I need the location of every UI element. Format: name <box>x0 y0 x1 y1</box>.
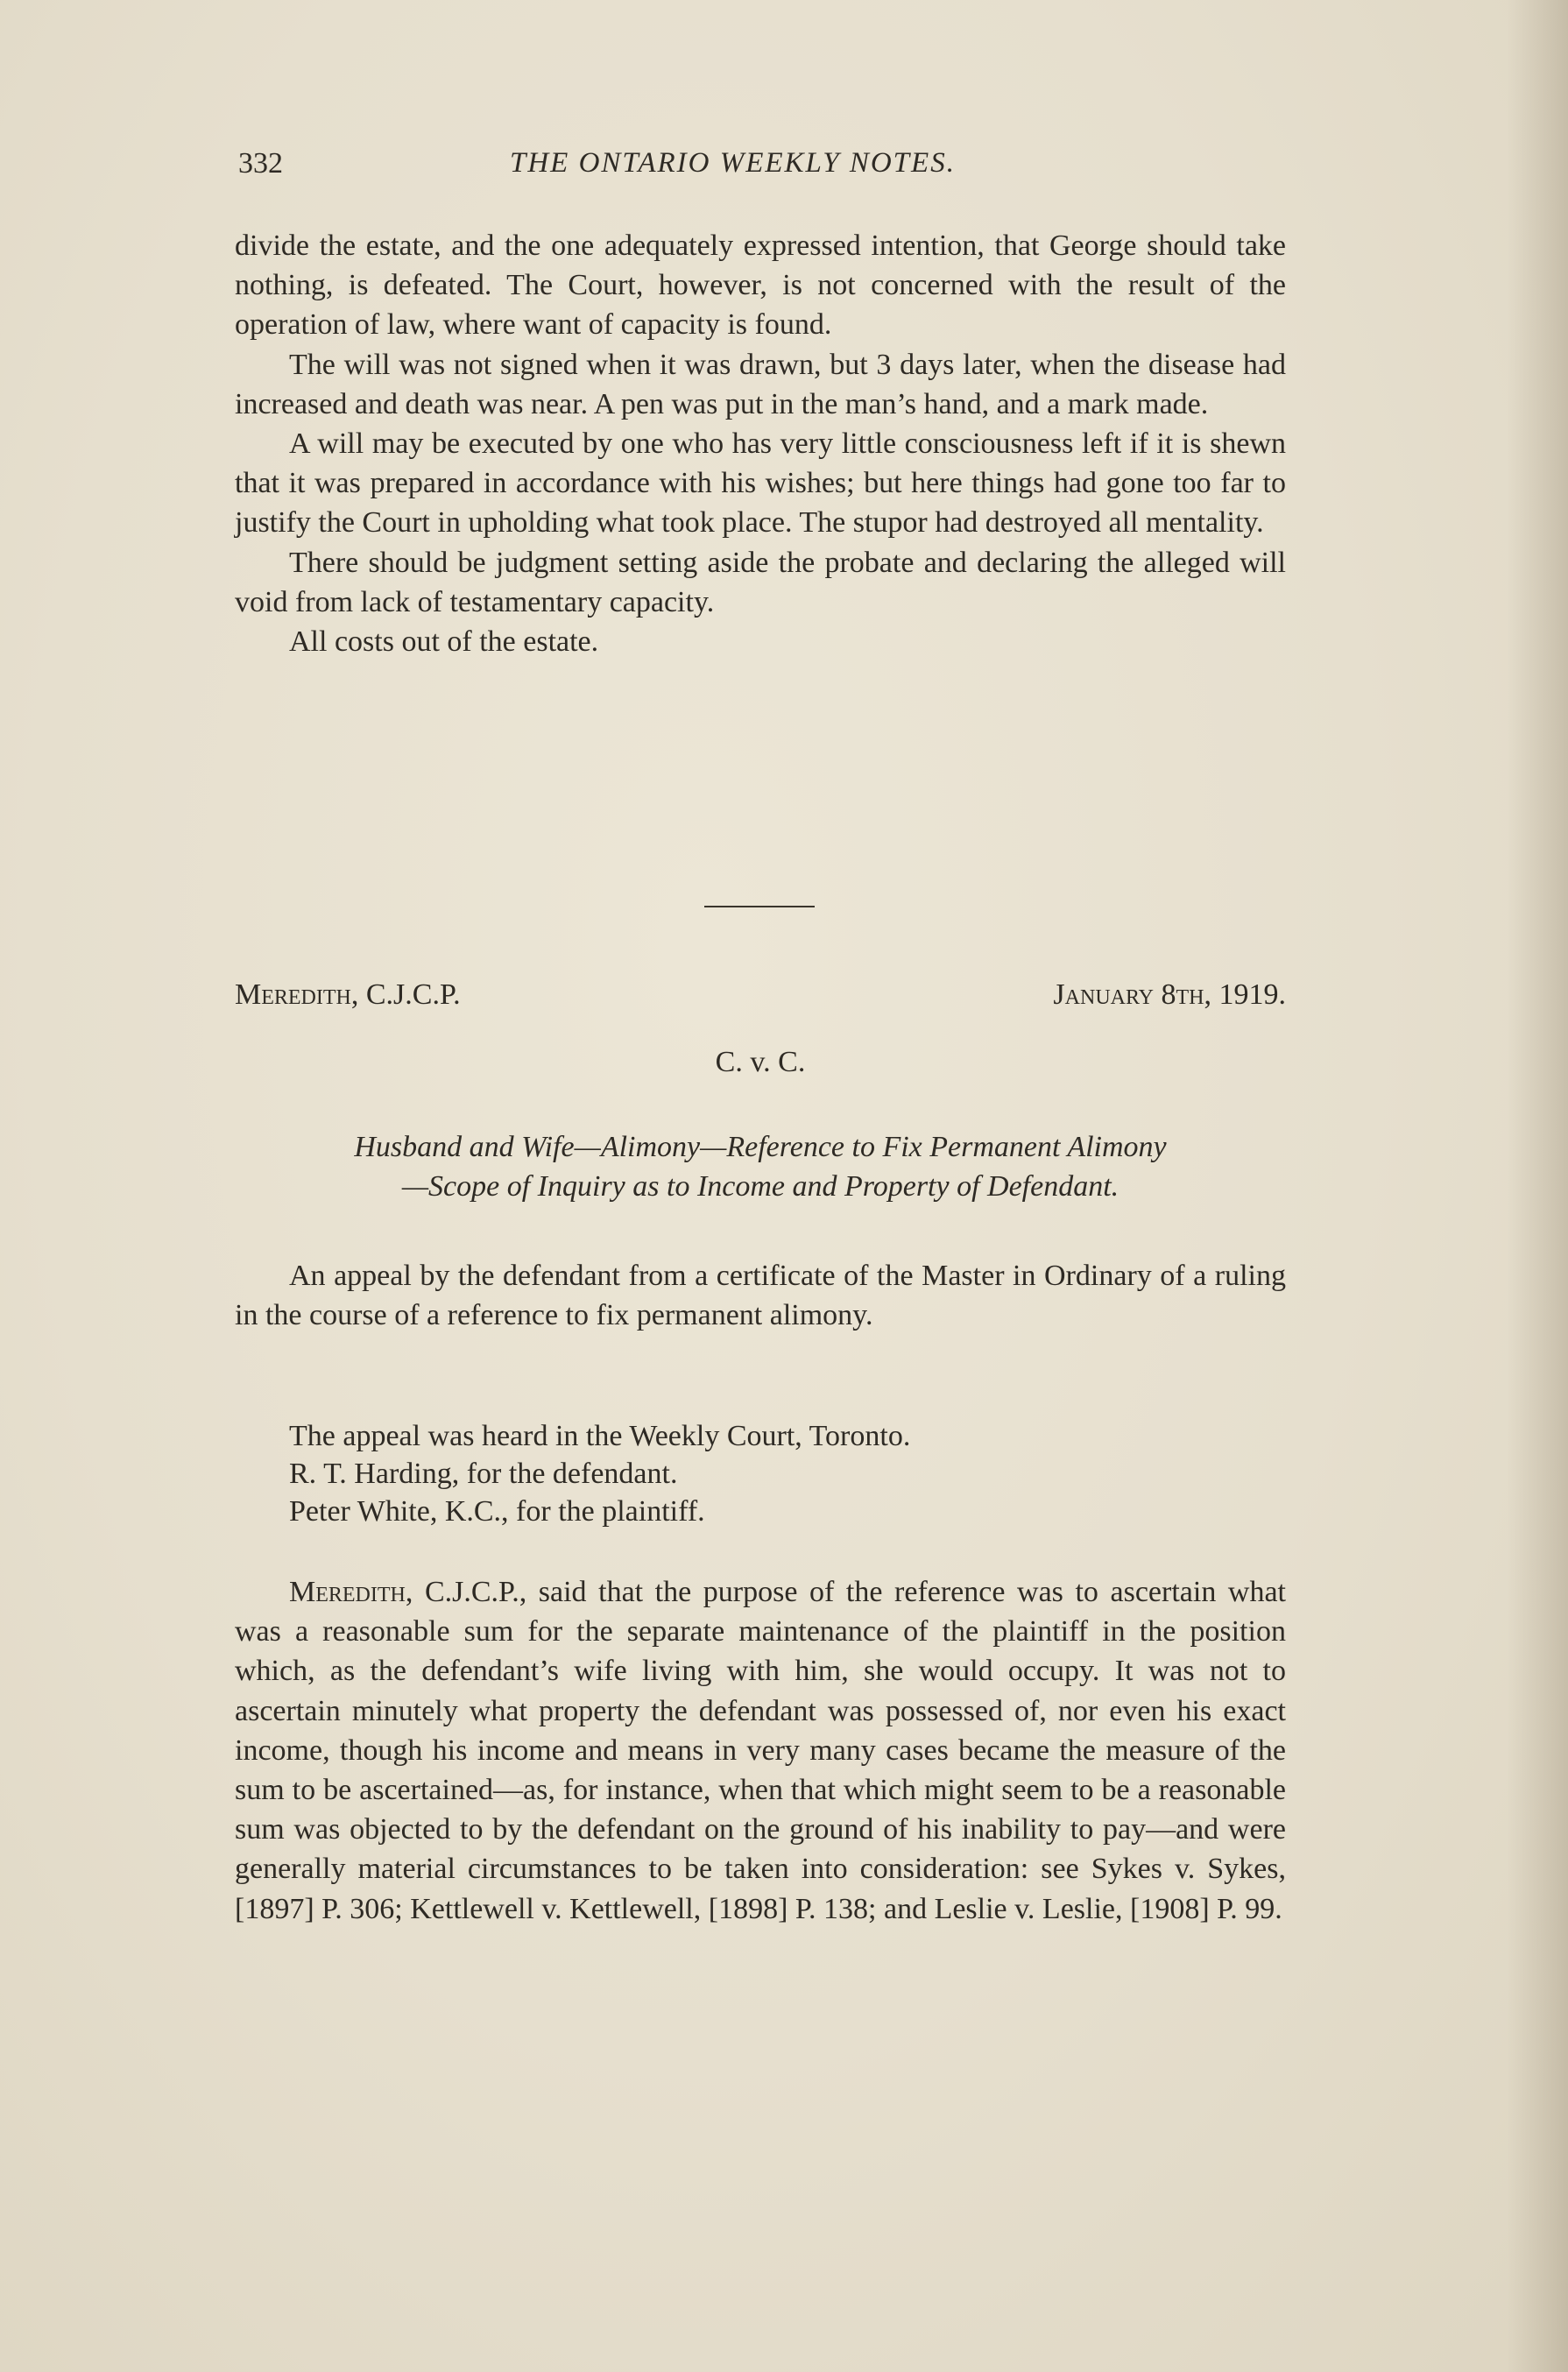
paragraph: All costs out of the estate. <box>289 625 599 659</box>
paragraph: The will was not signed when it was drawn, but 3 days later, when the disease had increased and death was near. A pen was put in the man’s hand, and a mark made. <box>235 348 1286 420</box>
judgment-body: C.J.C.P., said that the purpose of the reference was to ascertain what was a reasonable sum for the separate maintenance of the plaintiff in the position which, as the defendant’s wife living with him, she would occupy. It was not to ascertain minutely what property the defendant was possessed of, nor even his exact income, though his income and means in very many cases became the measure of the sum to be ascertained—as, for instance, when that which might seem to be a reasonable sum was objected to by the defendant on the ground of his inability to pay—and were generally material circumstances to be taken into consideration: see Sykes v. Sykes, [1897] P. 306; Kettlewell v. Kettlewell, [1898] P. 138; and Leslie v. Leslie, [1908] P. 99. <box>235 1576 1286 1925</box>
page-number: 332 <box>238 147 283 180</box>
headnote-line: —Scope of Inquiry as to Income and Property of Defendant. <box>401 1170 1119 1204</box>
paragraph: An appeal by the defendant from a certificate of the Master in Ordinary of a ruling in the course of a reference to fix permanent alimony. <box>235 1260 1286 1332</box>
judge-name-inline: Meredith, <box>289 1576 413 1608</box>
section-divider <box>704 906 815 907</box>
paragraph: divide the estate, and the one adequately expressed intention, that George should take nothing, is defeated. The Court, however, is not concerned with the result of the operation of law, where want of capacity is found. <box>235 229 1286 342</box>
counsel-line: R. T. Harding, for the defendant. <box>289 1458 678 1490</box>
counsel-line: The appeal was heard in the Weekly Court, Toronto. <box>289 1420 911 1452</box>
page-header <box>238 147 1289 193</box>
counsel-line: Peter White, K.C., for the plaintiff. <box>289 1495 705 1528</box>
judge-name: Meredith, C.J.C.P. <box>235 978 461 1011</box>
headnote-line: Husband and Wife—Alimony—Reference to Fix Permanent Alimony <box>354 1131 1167 1163</box>
headnote <box>235 1127 1286 1206</box>
appeal-paragraph <box>235 1256 1286 1335</box>
case-title: C. v. C. <box>715 1046 806 1078</box>
continuation-text <box>235 226 1286 661</box>
running-head: THE ONTARIO WEEKLY NOTES. <box>510 147 956 179</box>
judgment-text <box>235 1572 1286 1929</box>
paragraph: A will may be executed by one who has very little consciousness left if it is shewn that it was prepared in accordance with his wishes; but here things had gone too far to justify the Court in upholding what took place. The stupor had destroyed all mentality. <box>235 427 1286 540</box>
paragraph <box>235 1572 1286 1929</box>
page-edge-shadow <box>1507 0 1568 2372</box>
case-judge-line <box>235 978 1286 1018</box>
paragraph: There should be judgment setting aside the probate and declaring the alleged will void from lack of testamentary capacity. <box>235 546 1286 618</box>
counsel-list <box>235 1417 1286 1530</box>
judgment-date: January 8th, 1919. <box>1053 978 1286 1011</box>
